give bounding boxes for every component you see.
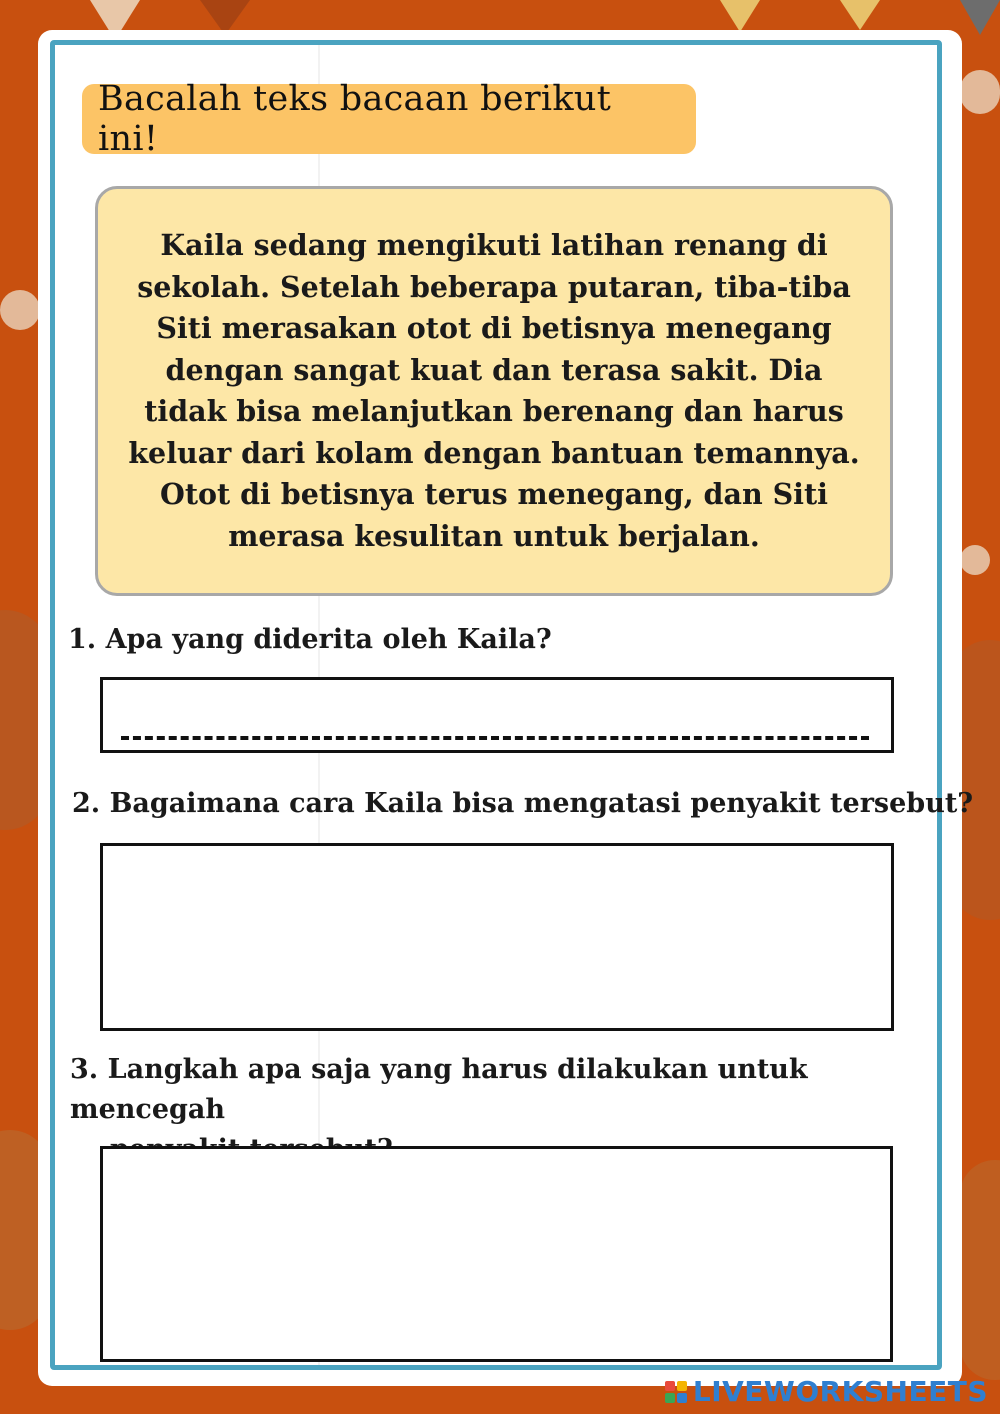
answer-dashed-line: [121, 736, 869, 740]
cloud-decoration: [960, 545, 990, 575]
reading-passage: Kaila sedang mengikuti latihan renang di sekolah. Setelah beberapa putaran, tiba-tiba Siti merasakan otot di betisnya menegang dengan sangat kuat dan terasa sakit. Dia tidak bisa melanjutkan berenang dan harus keluar dari kolam dengan bantuan temannya. Otot di betisnya terus menegang, dan Siti merasa kesulitan untuk berjalan.: [95, 186, 893, 596]
answer-field-3[interactable]: [100, 1146, 893, 1362]
cloud-decoration: [0, 290, 40, 330]
logo-square: [665, 1381, 675, 1391]
logo-square: [677, 1381, 687, 1391]
brand-name: LIVEWORKSHEETS: [692, 1375, 988, 1408]
cloud-decoration: [960, 70, 1000, 114]
logo-square: [677, 1393, 687, 1403]
question-3-line-1: 3. Langkah apa saja yang harus dilakukan untuk mencegah: [70, 1054, 808, 1125]
instruction-title: Bacalah teks bacaan berikut ini!: [82, 84, 696, 154]
logo-square: [665, 1393, 675, 1403]
liveworksheets-logo[interactable]: [665, 1375, 988, 1408]
logo-mark-icon: [665, 1381, 687, 1403]
question-2: 2. Bagaimana cara Kaila bisa mengatasi penyakit tersebut?: [72, 788, 974, 819]
answer-field-1[interactable]: [100, 677, 894, 753]
question-1: 1. Apa yang diderita oleh Kaila?: [68, 624, 552, 655]
answer-field-2[interactable]: [100, 843, 894, 1031]
bush-decoration-right-lower: [960, 1160, 1000, 1380]
